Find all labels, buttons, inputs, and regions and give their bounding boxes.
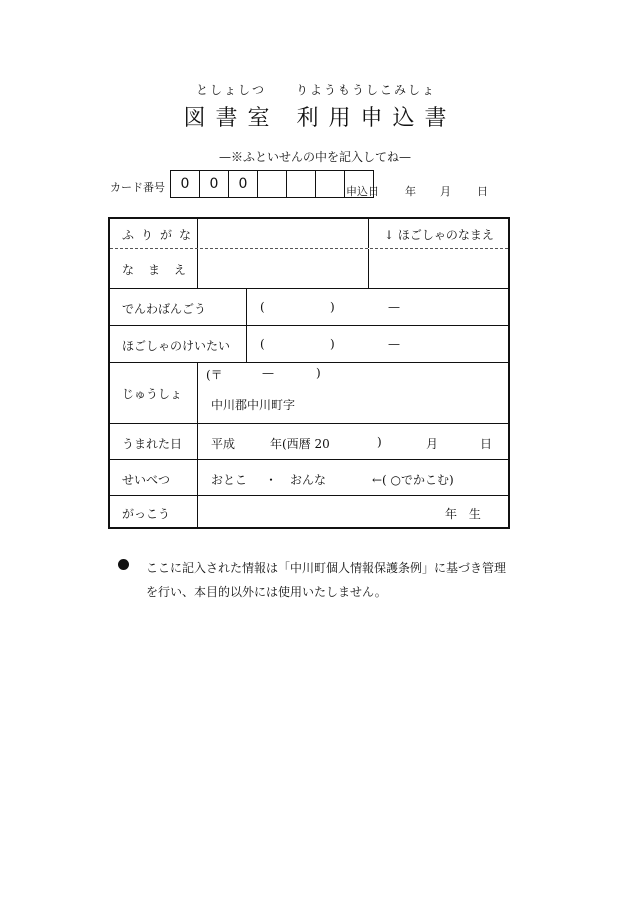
phone-row	[110, 289, 508, 326]
application-form	[108, 217, 510, 529]
page-subtitle: —※ふといせんの中を記入してね—	[218, 150, 411, 164]
guardian-mobile-label: ほごしゃのけいたい	[122, 339, 231, 353]
furigana-label: ふりがな	[122, 228, 199, 242]
application-day-label[interactable]: 日	[477, 185, 488, 198]
postal-open: (〒	[206, 368, 223, 382]
card-digit-4[interactable]	[257, 171, 286, 197]
gender-female-option[interactable]: おんな	[290, 473, 327, 487]
card-number-boxes	[170, 170, 374, 198]
mobile-open-paren: (	[260, 337, 265, 351]
page-title: 図書室 利用申込書	[183, 106, 457, 131]
address-row	[110, 363, 508, 424]
column-divider	[197, 424, 198, 459]
gender-row	[110, 460, 508, 496]
birth-close-paren: )	[377, 435, 382, 449]
birth-month: 月	[426, 437, 439, 451]
guardian-name-label: ↓ ほごしゃのなまえ	[384, 228, 494, 242]
column-divider	[197, 460, 198, 495]
gender-hint: ←( ○でかこむ)	[372, 473, 454, 487]
mobile-close-paren: )	[330, 337, 335, 351]
birth-row	[110, 424, 508, 460]
phone-close-paren: )	[330, 300, 335, 314]
card-digit-3[interactable]: 0	[228, 171, 257, 197]
school-input[interactable]	[198, 496, 438, 528]
birth-label: うまれた日	[122, 437, 183, 451]
card-digit-6[interactable]	[315, 171, 344, 197]
postal-close: )	[316, 366, 321, 380]
guardian-mobile-row	[110, 326, 508, 363]
gender-label: せいべつ	[122, 473, 171, 487]
application-month-label[interactable]: 月	[440, 185, 451, 198]
phone-open-paren: (	[260, 300, 265, 314]
gender-separator: ・	[265, 473, 278, 487]
guardian-name-input[interactable]	[369, 249, 509, 288]
furigana-row	[110, 219, 508, 249]
title-ruby-right: りようもうしこみしょ	[296, 83, 437, 97]
postal-dash: —	[262, 366, 274, 380]
card-digit-2[interactable]: 0	[199, 171, 228, 197]
bullet-icon	[118, 559, 129, 570]
name-row	[110, 249, 508, 289]
furigana-input[interactable]	[198, 219, 368, 248]
card-number-label: カード番号	[110, 181, 165, 194]
school-grade: 年 生	[445, 507, 485, 521]
card-digit-1[interactable]: 0	[180, 176, 190, 192]
birth-year-seireki: 年(西暦 20	[270, 437, 330, 451]
birth-era: 平成	[211, 437, 236, 451]
application-date-label: 申込日	[346, 185, 379, 198]
name-label: なまえ	[122, 263, 201, 277]
name-input[interactable]	[198, 249, 368, 288]
mobile-dash: —	[388, 337, 400, 351]
address-label: じゅうしょ	[122, 387, 183, 401]
title-ruby-left: としょしつ	[196, 83, 267, 97]
privacy-notice: ここに記入された情報は「中川町個人情報保護条例」に基づき管理を行い、本目的以外には使用いたしません。	[146, 561, 507, 599]
school-label: がっこう	[122, 507, 171, 521]
school-row	[110, 496, 508, 529]
column-divider	[368, 219, 369, 248]
birth-day: 日	[480, 437, 493, 451]
column-divider	[197, 363, 198, 423]
card-digit-5[interactable]	[286, 171, 315, 197]
phone-dash: —	[388, 300, 400, 314]
column-divider	[246, 289, 247, 325]
address-prefix: 中川郡中川町字	[211, 398, 296, 412]
gender-male-option[interactable]: おとこ	[211, 473, 248, 487]
phone-label: でんわばんごう	[122, 302, 207, 316]
column-divider	[246, 326, 247, 362]
application-year-label[interactable]: 年	[405, 185, 416, 198]
